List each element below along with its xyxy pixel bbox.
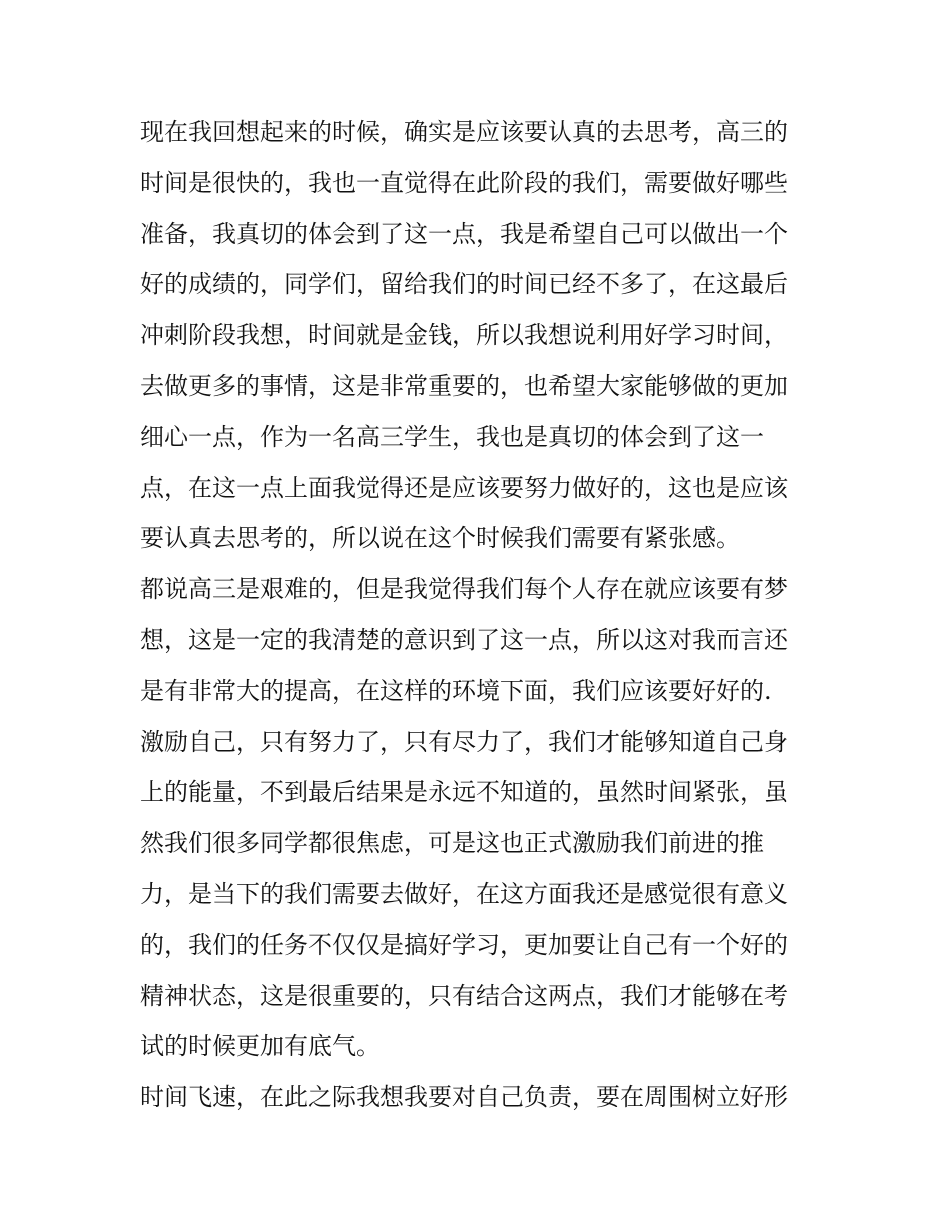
text-line: 力，是当下的我们需要去做好，在这方面我还是感觉很有意义: [140, 879, 788, 908]
text-line: 激励自己，只有努力了，只有尽力了，我们才能够知道自己身: [140, 727, 788, 756]
text-line: 的，我们的任务不仅仅是搞好学习，更加要让自己有一个好的: [140, 930, 788, 959]
text-line: 然我们很多同学都很焦虑，可是这也正式激励我们前进的推: [140, 829, 764, 858]
text-line: 想，这是一定的我清楚的意识到了这一点，所以这对我而言还: [140, 625, 788, 654]
text-line: 点，在这一点上面我觉得还是应该要努力做好的，这也是应该: [140, 473, 788, 502]
text-line: 时间飞速，在此之际我想我要对自己负责，要在周围树立好形: [140, 1083, 788, 1112]
text-line: 试的时候更加有底气。: [140, 1032, 380, 1061]
text-line: 要认真去思考的，所以说在这个时候我们需要有紧张感。: [140, 524, 740, 553]
text-line: 都说高三是艰难的，但是我觉得我们每个人存在就应该要有梦: [140, 575, 788, 604]
text-line: 上的能量，不到最后结果是永远不知道的，虽然时间紧张，虽: [140, 778, 788, 807]
text-line: 现在我回想起来的时候，确实是应该要认真的去思考，高三的: [140, 118, 788, 146]
document-body: [140, 107, 812, 1123]
text-line: 时间是很快的，我也一直觉得在此阶段的我们，需要做好哪些: [140, 168, 788, 197]
text-line: 细心一点，作为一名高三学生，我也是真切的体会到了这一: [140, 422, 764, 451]
text-line: 去做更多的事情，这是非常重要的，也希望大家能够做的更加: [140, 371, 788, 400]
text-line: 冲刺阶段我想，时间就是金钱，所以我想说利用好学习时间，: [140, 321, 788, 350]
text-line: 准备，我真切的体会到了这一点，我是希望自己可以做出一个: [140, 219, 788, 248]
text-line: 是有非常大的提高，在这样的环境下面，我们应该要好好的.: [140, 676, 772, 705]
text-line: 好的成绩的，同学们，留给我们的时间已经不多了，在这最后: [140, 270, 788, 299]
text-line: 精神状态，这是很重要的，只有结合这两点，我们才能够在考: [140, 981, 788, 1010]
